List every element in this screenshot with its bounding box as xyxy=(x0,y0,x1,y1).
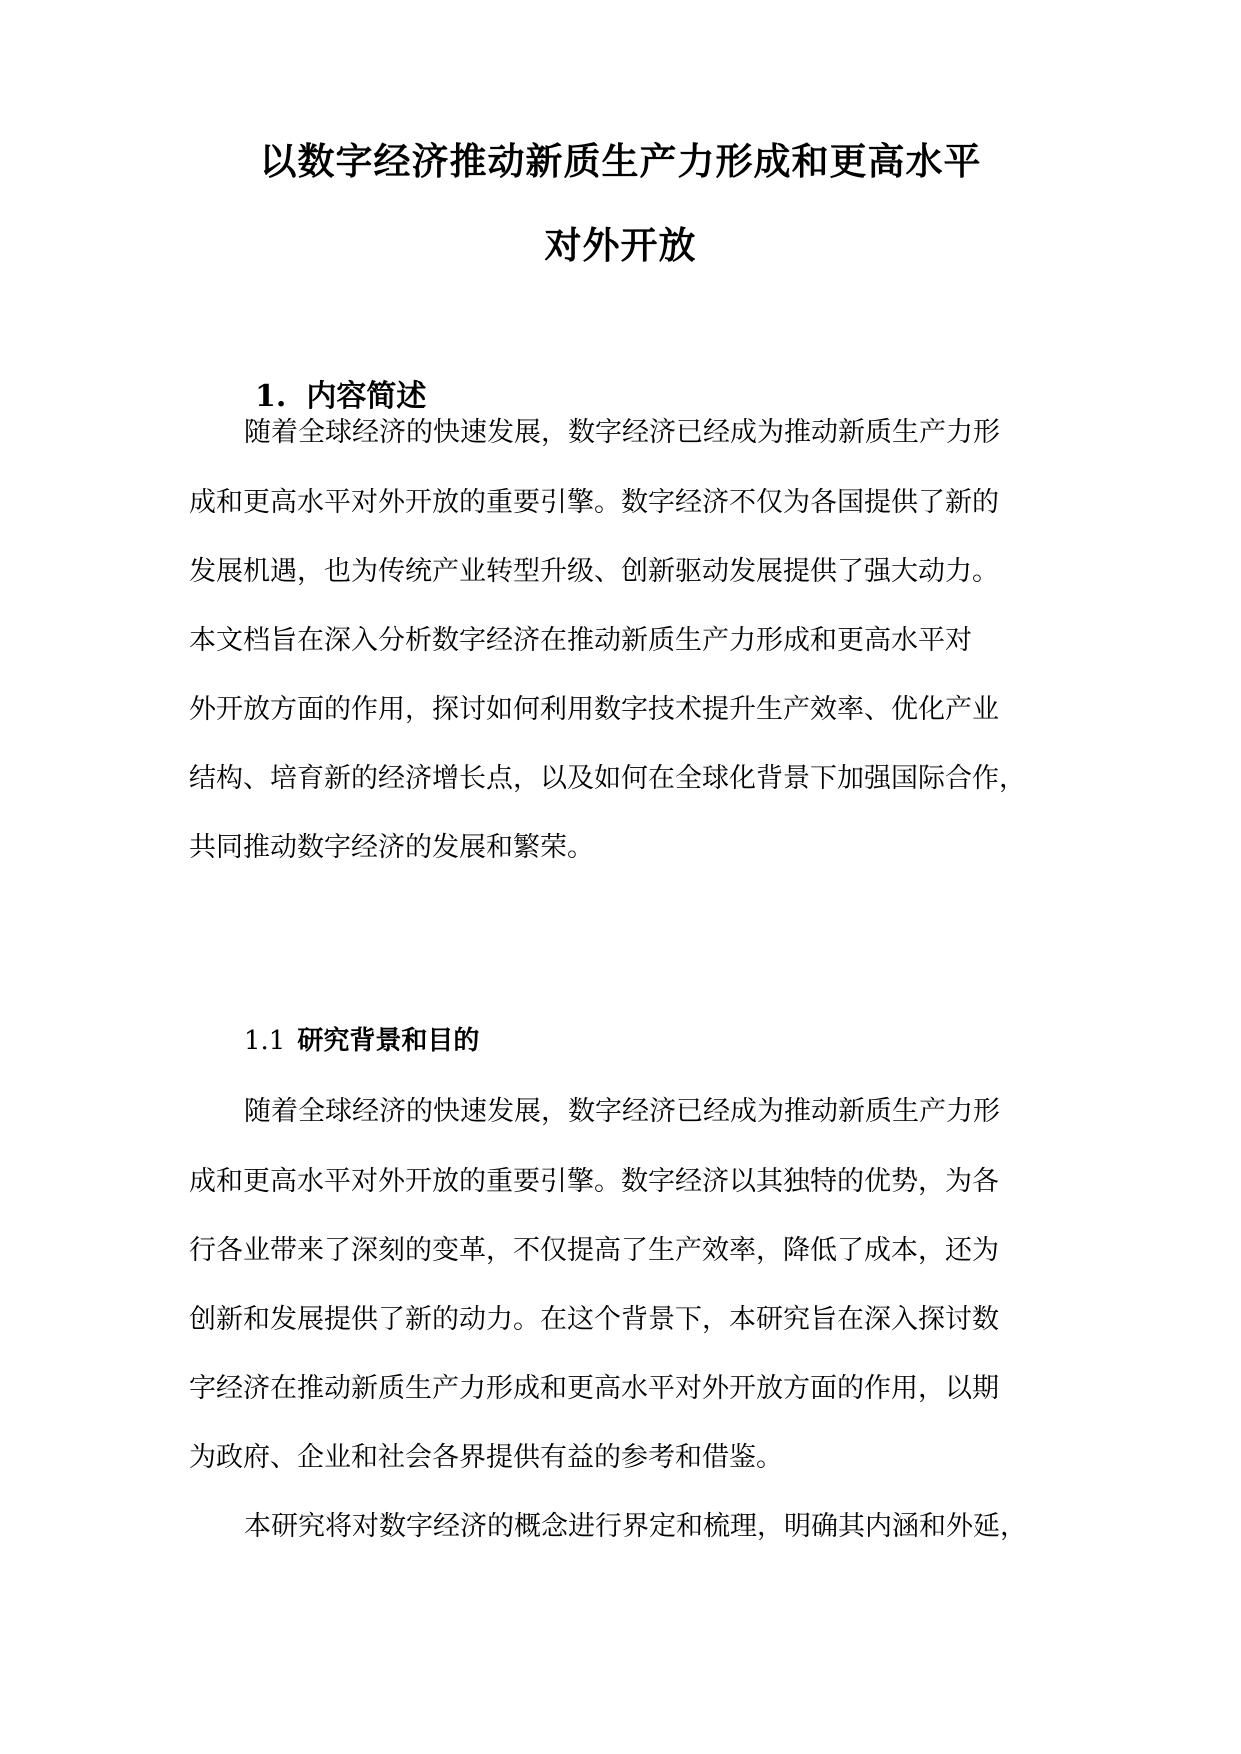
section-1-1-paragraph-1-line: 创新和发展提供了新的动力。在这个背景下，本研究旨在深入探讨数 xyxy=(189,1304,999,1335)
section-1-line: 随着全球经济的快速发展，数字经济已经成为推动新质生产力形 xyxy=(244,417,1000,448)
section-1-1-paragraph-1-line: 字经济在推动新质生产力形成和更高水平对外开放方面的作用，以期 xyxy=(189,1373,999,1404)
section-1-1-heading xyxy=(244,1021,479,1061)
section-1-1-paragraph-1-line: 为政府、企业和社会各界提供有益的参考和借鉴。 xyxy=(189,1442,783,1473)
section-1-number: 1. xyxy=(255,379,287,414)
document-title-line-1: 以数字经济推动新质生产力形成和更高水平 xyxy=(259,139,982,183)
section-1-line: 本文档旨在深入分析数字经济在推动新质生产力形成和更高水平对 xyxy=(189,625,972,656)
section-1-line: 共同推动数字经济的发展和繁荣。 xyxy=(189,832,594,863)
section-1-1-number: 1.1 xyxy=(244,1026,286,1056)
section-1-1-paragraph-1-line: 行各业带来了深刻的变革，不仅提高了生产效率，降低了成本，还为 xyxy=(189,1235,999,1266)
section-1-1-paragraph-2-line: 本研究将对数字经济的概念进行界定和梳理，明确其内涵和外延， xyxy=(244,1511,1027,1542)
section-1-line: 结构、培育新的经济增长点，以及如何在全球化背景下加强国际合作， xyxy=(189,763,1026,794)
section-1-1-paragraph-1-line: 成和更高水平对外开放的重要引擎。数字经济以其独特的优势，为各 xyxy=(189,1166,999,1197)
document-title-line-2: 对外开放 xyxy=(544,223,697,267)
section-1-1-title: 研究背景和目的 xyxy=(297,1026,480,1056)
section-1-line: 成和更高水平对外开放的重要引擎。数字经济不仅为各国提供了新的 xyxy=(189,487,999,518)
section-1-line: 发展机遇，也为传统产业转型升级、创新驱动发展提供了强大动力。 xyxy=(189,556,999,587)
section-1-1-paragraph-1-line: 随着全球经济的快速发展，数字经济已经成为推动新质生产力形 xyxy=(244,1096,1000,1127)
section-1-line: 外开放方面的作用，探讨如何利用数字技术提升生产效率、优化产业 xyxy=(189,694,999,725)
section-1-title: 内容简述 xyxy=(306,379,427,414)
